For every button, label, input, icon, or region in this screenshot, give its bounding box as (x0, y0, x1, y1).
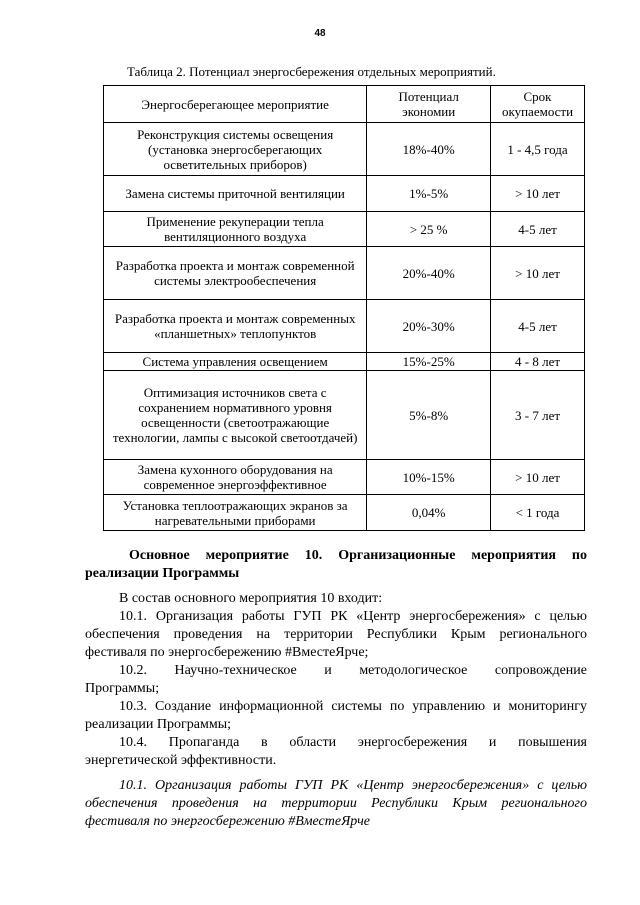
item-line: 10.4. Пропаганда в области энергосбережения и повышения (119, 735, 587, 750)
cell-payback: > 10 лет (491, 247, 585, 300)
table-row (104, 371, 585, 460)
cell-measure: Оптимизация источников света с сохранением нормативного уровня освещенности (светоотражающие технологии, лампы с высокой светоотдачей) (104, 371, 367, 460)
section-heading-line: реализации Программы (85, 566, 240, 581)
subsection-line: фестиваля по энергосбережению #ВместеЯрче (85, 814, 370, 829)
item-line: 10.2. Научно-техническое и методологическое сопровождение (119, 663, 587, 678)
table-row (104, 495, 585, 531)
cell-measure: Разработка проекта и монтаж современных «планшетных» теплопунктов (104, 300, 367, 353)
cell-measure: Система управления освещением (104, 353, 367, 371)
cell-payback: < 1 года (491, 495, 585, 531)
cell-payback: 4-5 лет (491, 212, 585, 247)
subsection-heading (85, 777, 587, 831)
cell-potential: 0,04% (367, 495, 491, 531)
cell-payback: > 10 лет (491, 176, 585, 212)
cell-measure: Замена системы приточной вентиляции (104, 176, 367, 212)
cell-potential: 1%-5% (367, 176, 491, 212)
section-heading (85, 547, 587, 583)
body-text (85, 590, 587, 770)
table-row (104, 300, 585, 353)
cell-potential: 15%-25% (367, 353, 491, 371)
cell-potential: 20%-40% (367, 247, 491, 300)
cell-potential: 20%-30% (367, 300, 491, 353)
table-row (104, 123, 585, 176)
table-row (104, 176, 585, 212)
cell-measure: Применение рекуперации тепла вентиляционного воздуха (104, 212, 367, 247)
cell-measure: Замена кухонного оборудования на современное энергоэффективное (104, 460, 367, 495)
header-payback: Срок окупаемости (491, 86, 585, 123)
cell-payback: 4-5 лет (491, 300, 585, 353)
table-caption: Таблица 2. Потенциал энергосбережения отдельных мероприятий. (127, 64, 496, 79)
header-potential: Потенциал экономии (367, 86, 491, 123)
intro-line: В состав основного мероприятия 10 входит: (119, 591, 383, 606)
cell-potential: > 25 % (367, 212, 491, 247)
cell-potential: 5%-8% (367, 371, 491, 460)
item-line: энергетической эффективности. (85, 753, 277, 768)
page-number: 48 (314, 28, 326, 39)
subsection-line: 10.1. Организация работы ГУП РК «Центр энергосбережения» с целью (119, 778, 587, 793)
table-row (104, 212, 585, 247)
cell-payback: 3 - 7 лет (491, 371, 585, 460)
cell-measure: Разработка проекта и монтаж современной системы электрообеспечения (104, 247, 367, 300)
cell-payback: 4 - 8 лет (491, 353, 585, 371)
cell-payback: > 10 лет (491, 460, 585, 495)
item-line: реализации Программы; (85, 717, 232, 732)
subsection-line: обеспечения проведения на территории Республики Крым регионального (85, 796, 587, 811)
section-heading-line: Основное мероприятие 10. Организационные мероприятия по (129, 548, 587, 563)
table-row (104, 460, 585, 495)
cell-payback: 1 - 4,5 года (491, 123, 585, 176)
item-line: обеспечения проведения на территории Республики Крым регионального (85, 627, 587, 642)
cell-measure: Реконструкция системы освещения (установка энергосберегающих осветительных приборов) (104, 123, 367, 176)
table-header-row (104, 86, 585, 123)
cell-potential: 18%-40% (367, 123, 491, 176)
table-row (104, 247, 585, 300)
cell-potential: 10%-15% (367, 460, 491, 495)
item-line: Программы; (85, 681, 160, 696)
item-line: 10.3. Создание информационной системы по управлению и мониторингу (119, 699, 587, 714)
cell-measure: Установка теплоотражающих экранов за нагревательными приборами (104, 495, 367, 531)
item-line: 10.1. Организация работы ГУП РК «Центр энергосбережения» с целью (119, 609, 587, 624)
item-line: фестиваля по энергосбережению #ВместеЯрче; (85, 645, 369, 660)
table-row (104, 353, 585, 371)
header-measure: Энергосберегающее мероприятие (104, 86, 367, 123)
energy-saving-table (103, 85, 585, 531)
